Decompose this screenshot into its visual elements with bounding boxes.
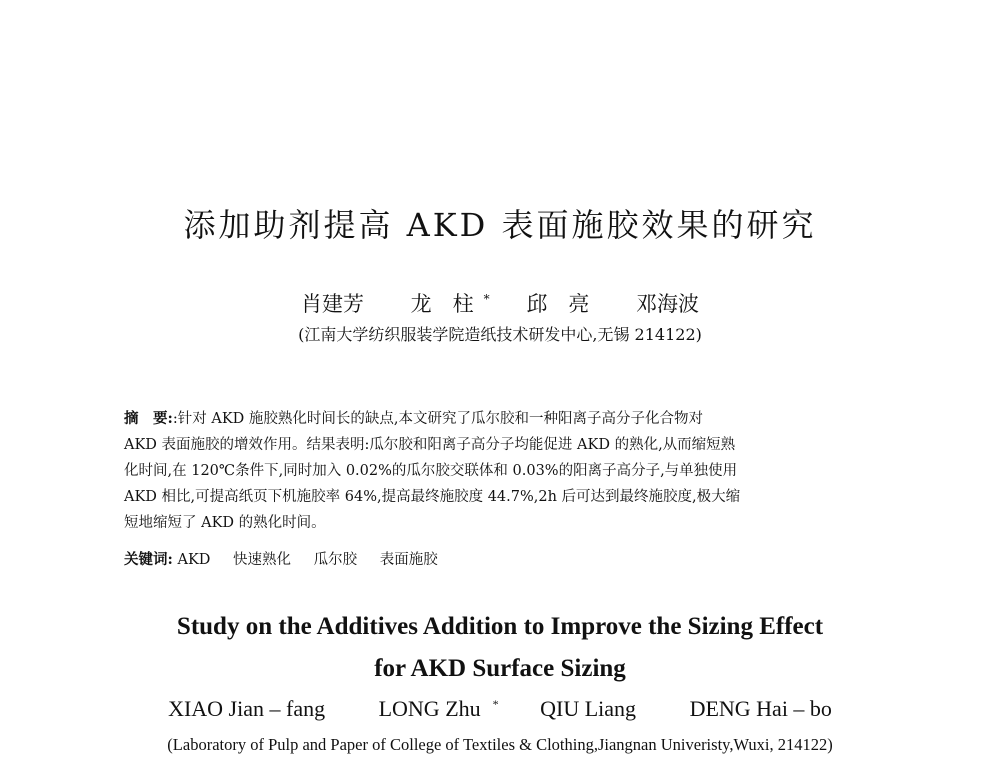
author-name <box>678 696 844 721</box>
abstract-label: 摘 要: <box>124 410 173 427</box>
author-name <box>516 292 599 316</box>
keyword: 快速熟化 <box>233 552 292 568</box>
author-name-text: LONG Zhu <box>378 696 481 721</box>
abstract-line <box>124 406 889 432</box>
abstract-line: AKD 表面施胶的增效作用。结果表明:瓜尔胶和阳离子高分子均能促进 AKD 的熟化,从而缩短熟 <box>124 437 736 453</box>
author-name <box>528 696 648 721</box>
corresponding-author-mark: * <box>492 697 499 711</box>
english-title-line: for AKD Surface Sizing <box>374 655 626 682</box>
author-name <box>156 696 337 721</box>
author-name-text: DENG Hai – bo <box>689 696 832 721</box>
author-name <box>291 292 374 316</box>
chinese-title: 添加助剂提高 AKD 表面施胶效果的研究 <box>183 206 817 244</box>
abstract-line: AKD 相比,可提高纸页下机施胶率 64%,提高最终施胶度 44.7%,2h 后可达到最终施胶度,极大缩 <box>124 489 741 505</box>
author-name <box>401 292 490 316</box>
author-name-text: 邱 亮 <box>526 292 590 316</box>
abstract-line: 化时间,在 120℃条件下,同时加入 0.02%的瓜尔胶交联体和 0.03%的阳离子高分子,与单独使用 <box>124 463 738 479</box>
english-title <box>0 606 1000 690</box>
author-name <box>367 696 499 721</box>
author-name-text: 邓海波 <box>636 292 700 316</box>
abstract-line: 短地缩短了 AKD 的熟化时间。 <box>124 515 326 531</box>
english-affiliation: (Laboratory of Pulp and Paper of College of Textiles & Clothing,Jiangnan Univeristy,Wuxi, 214122) <box>167 735 833 754</box>
english-title-line: Study on the Additives Addition to Improve the Sizing Effect <box>176 613 824 640</box>
author-name-text: XIAO Jian – fang <box>168 696 326 721</box>
keyword: AKD <box>177 552 211 568</box>
keywords-label: 关键词: <box>124 551 173 568</box>
chinese-keywords <box>124 548 456 569</box>
author-name-text: 肖建芳 <box>300 292 364 316</box>
english-authors <box>0 696 1000 722</box>
chinese-abstract <box>124 406 889 536</box>
corresponding-author-mark: * <box>483 292 490 306</box>
author-name <box>626 292 709 316</box>
chinese-authors <box>0 288 1000 318</box>
author-name-text: QIU Liang <box>540 696 637 721</box>
chinese-affiliation: (江南大学纺织服装学院造纸技术研发中心,无锡 214122) <box>298 325 702 344</box>
author-name-text: 龙 柱 <box>410 292 474 316</box>
keyword: 瓜尔胶 <box>313 552 358 568</box>
keyword: 表面施胶 <box>379 552 438 568</box>
abstract-text: :针对 AKD 施胶熟化时间长的缺点,本文研究了瓜尔胶和一种阳离子高分子化合物对 <box>172 411 703 427</box>
